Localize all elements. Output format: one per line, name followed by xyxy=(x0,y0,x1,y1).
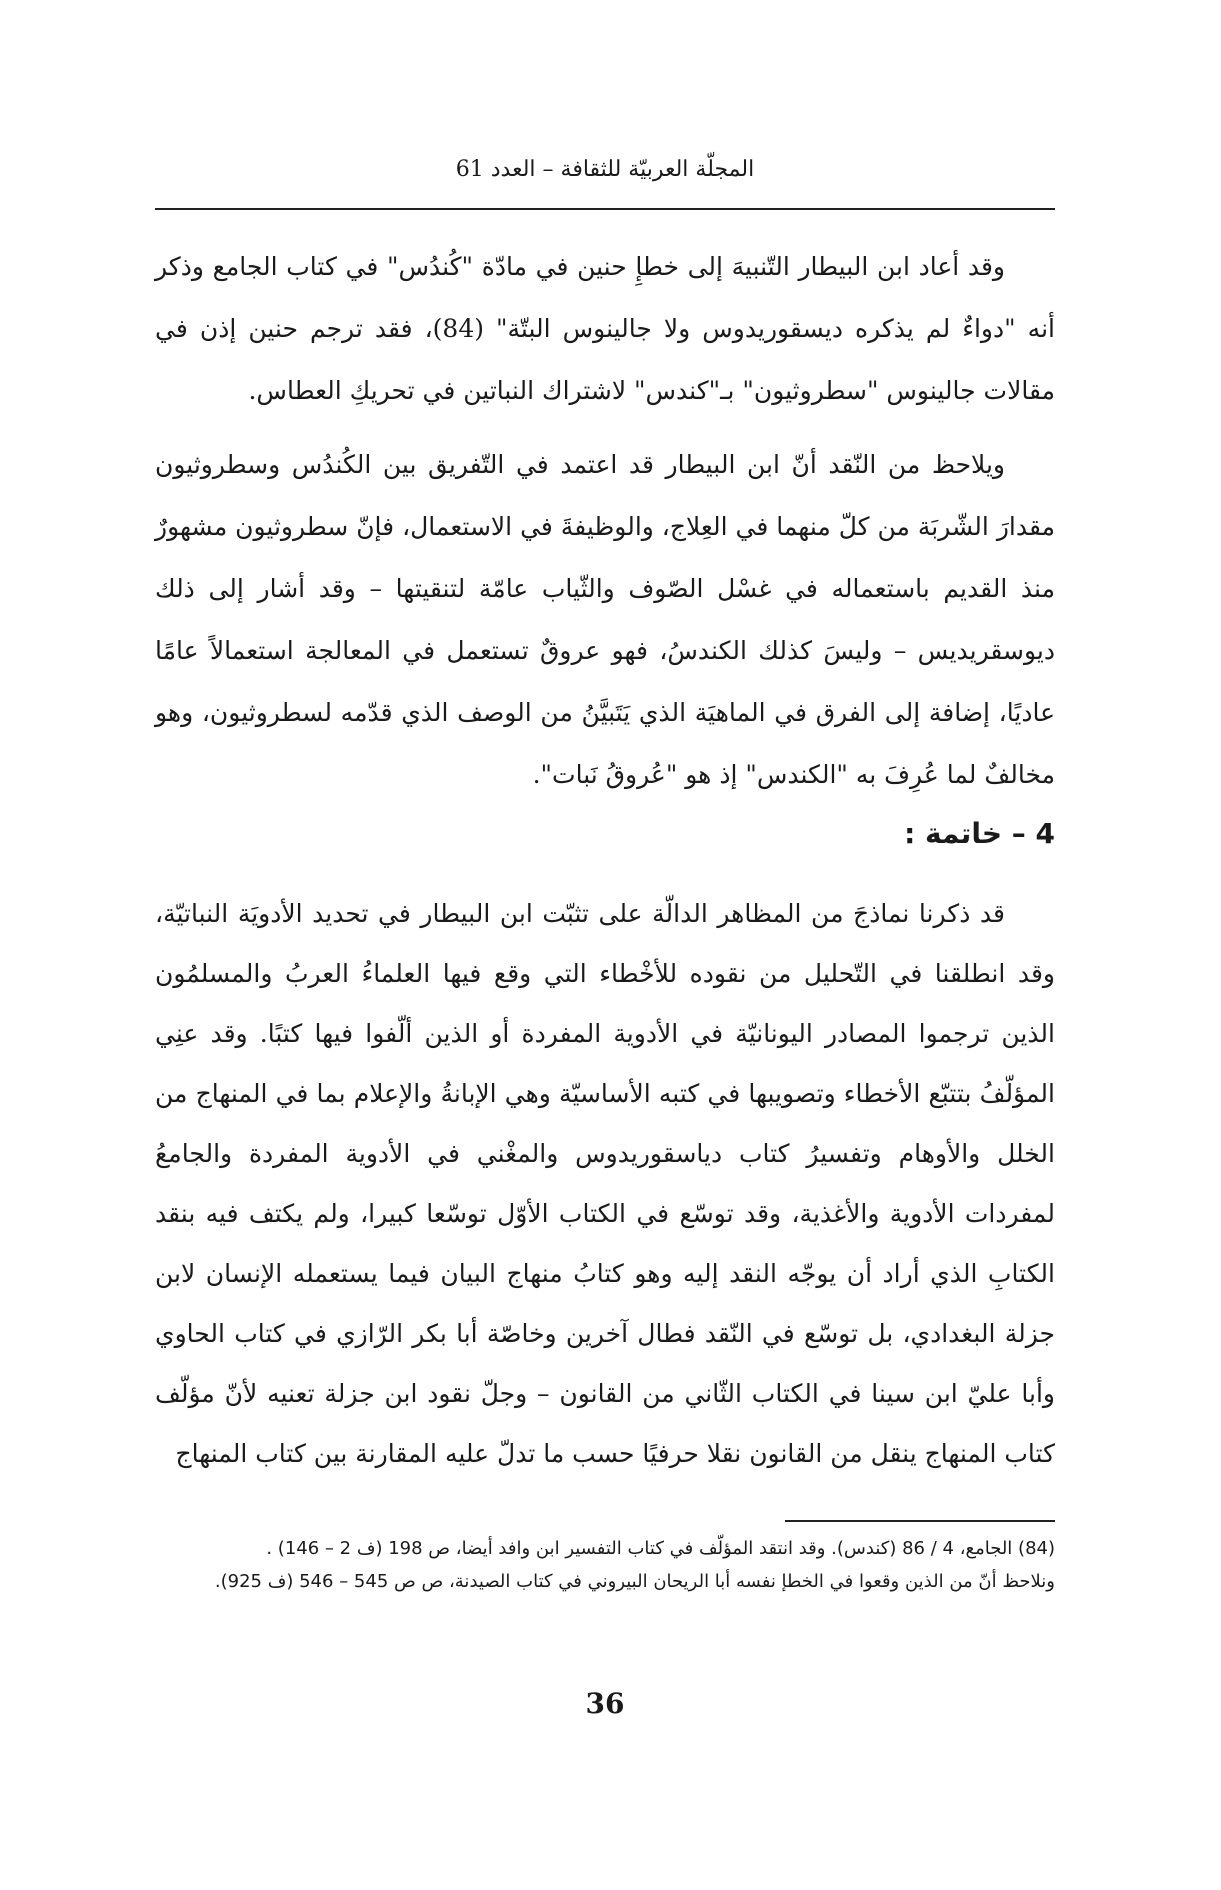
footnote-line: ونلاحظ أنّ من الذين وقعوا في الخطإ نفسه أبا الريحان البيروني في كتاب الصيدنة، ص ص 545 – 546 (ف 925). xyxy=(214,1571,1055,1592)
footnote-line: (84) الجامع، 4 / 86 (كندس). وقد انتقد المؤلّف في كتاب التفسير ابن وافد أيضا، ص 198 (ف 2 – 146) . xyxy=(266,1538,1055,1559)
footnote-divider xyxy=(785,1520,1055,1522)
body-paragraph: وقد أعاد ابن البيطار التّنبيهَ إلى خطإِ حنين في مادّة "كُندُس" في كتاب الجامع وذكر أنه "دواءٌ لم يذكره ديسقوريدوس ولا جالينوس البتّة" (84)، فقد ترجم حنين إذن في مقالات جالينوس "سطروثيون" بـ"كندس" لاشتراك النباتين في تحريكِ العطاس. xyxy=(155,252,1055,405)
document-page xyxy=(155,0,1055,1890)
body-text xyxy=(155,236,1055,806)
conclusion-paragraph: قد ذكرنا نماذجَ من المظاهر الدالّة على تثبّت ابن البيطار في تحديد الأدويَة النباتيّة، وقد انطلقنا في التّحليل من نقوده للأخْطاء التي وقع فيها العلماءُ العربُ والمسلمُون الذين ترجموا المصادر اليونانيّة في الأدوية المفردة أو الذين ألّفوا فيها كتبًا. وقد عنِي المؤلّفُ بتتبّع الأخطاء وتصويبها في كتبه الأساسيّة وهي الإبانةُ والإعلام بما في المنهاج من الخلل والأوهام وتفسيرُ كتاب دياسقوريدوس والمغْني في الأدوية المفردة والجامعُ لمفردات الأدوية والأغذية، وقد توسّع في الكتاب الأوّل توسّعا كبيرا، ولم يكتف فيه بنقد الكتابِ الذي أراد أن يوجّه النقد إليه وهو كتابُ منهاج البيان فيما يستعمله الإنسان لابن جزلة البغدادي، بل توسّع في النّقد فطال آخرين وخاصّة أبا بكر الرّازي في كتاب الحاوي وأبا عليّ ابن سينا في الكتاب الثّاني من القانون – وجلّ نقود ابن جزلة تعنيه لأنّ مؤلّف كتاب المنهاج ينقل من القانون نقلا حرفيًا حسب ما تدلّ عليه المقارنة بين كتاب المنهاج xyxy=(155,899,1055,1468)
footnote xyxy=(155,1532,1055,1598)
conclusion-text xyxy=(155,884,1055,1484)
header-divider xyxy=(155,208,1055,210)
page-number: 36 xyxy=(585,1687,625,1720)
body-paragraph: ويلاحظ من النّقد أنّ ابن البيطار قد اعتمد في التّفريق بين الكُندُس وسطروثيون مقدارَ الشّربَة من كلّ منهما في العِلاج، والوظيفةَ في الاستعمال، فإنّ سطروثيون مشهورٌ منذ القديم باستعماله في غسْل الصّوف والثّياب عامّة لتنقيتها – وقد أشار إلى ذلك ديوسقريديس – وليسَ كذلك الكندسُ، فهو عروقٌ تستعمل في المعالجة استعمالاً عامًا عاديًا، إضافة إلى الفرق في الماهيَة الذي يَتَبيَّنُ من الوصف الذي قدّمه لسطروثيون، وهو مخالفٌ لما عُرِفَ به "الكندس" إذ هو "عُروقُ نَبات". xyxy=(155,450,1055,789)
section-heading: 4 – خاتمة : xyxy=(904,817,1055,850)
running-header: المجلّة العربيّة للثقافة – العدد 61 xyxy=(455,157,755,182)
